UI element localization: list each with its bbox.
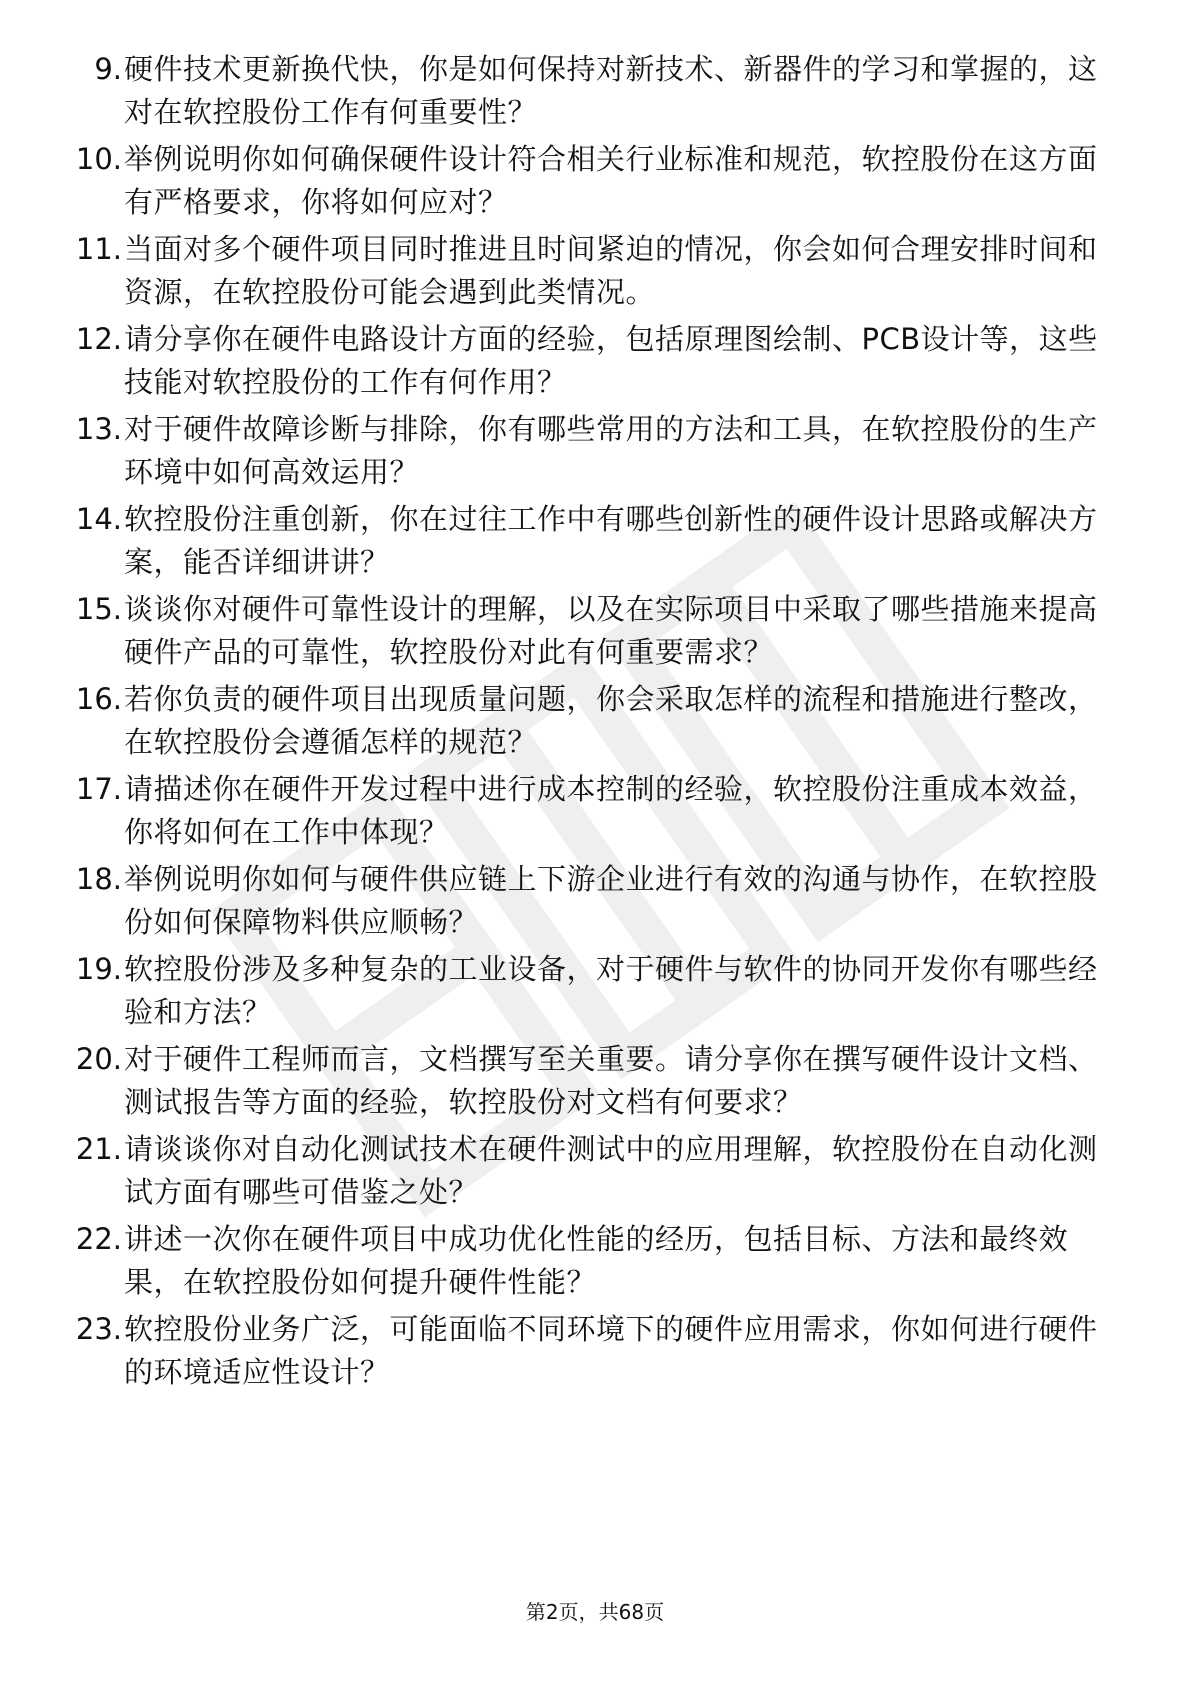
question-item — [0, 1218, 1190, 1308]
question-number: 15. — [75, 592, 122, 626]
question-number: 19. — [75, 952, 122, 986]
question-item — [0, 408, 1190, 498]
question-number: 10. — [75, 142, 122, 176]
question-item — [0, 858, 1190, 948]
question-text: 软控股份业务广泛，可能面临不同环境下的硬件应用需求，你如何进行硬件的环境适应性设计？ — [124, 1312, 1098, 1389]
question-text: 当面对多个硬件项目同时推进且时间紧迫的情况，你会如何合理安排时间和资源，在软控股份可能会遇到此类情况。 — [124, 232, 1098, 309]
question-text: 举例说明你如何与硬件供应链上下游企业进行有效的沟通与协作，在软控股份如何保障物料供应顺畅？ — [124, 862, 1098, 939]
page-footer: 第2页，共68页 — [525, 1600, 665, 1624]
question-item — [0, 498, 1190, 588]
question-number: 11. — [75, 232, 122, 266]
question-text: 软控股份注重创新，你在过往工作中有哪些创新性的硬件设计思路或解决方案，能否详细讲讲？ — [124, 502, 1098, 579]
question-text: 软控股份涉及多种复杂的工业设备，对于硬件与软件的协同开发你有哪些经验和方法？ — [124, 952, 1098, 1029]
question-text: 硬件技术更新换代快，你是如何保持对新技术、新器件的学习和掌握的，这对在软控股份工作有何重要性？ — [124, 52, 1098, 129]
question-item — [0, 768, 1190, 858]
question-number: 17. — [75, 772, 122, 806]
question-number: 13. — [75, 412, 122, 446]
question-text: 举例说明你如何确保硬件设计符合相关行业标准和规范，软控股份在这方面有严格要求，你将如何应对？ — [124, 142, 1098, 219]
question-text: 讲述一次你在硬件项目中成功优化性能的经历，包括目标、方法和最终效果，在软控股份如何提升硬件性能？ — [124, 1222, 1069, 1299]
question-number: 21. — [75, 1132, 122, 1166]
question-text: 请分享你在硬件电路设计方面的经验，包括原理图绘制、PCB设计等，这些技能对软控股份的工作有何作用？ — [124, 322, 1098, 399]
question-text: 请描述你在硬件开发过程中进行成本控制的经验，软控股份注重成本效益，你将如何在工作中体现？ — [124, 772, 1098, 849]
question-number: 20. — [75, 1042, 122, 1076]
question-item — [0, 1128, 1190, 1218]
question-item — [0, 1038, 1190, 1128]
question-text: 请谈谈你对自动化测试技术在硬件测试中的应用理解，软控股份在自动化测试方面有哪些可借鉴之处？ — [124, 1132, 1098, 1209]
question-number: 12. — [75, 322, 122, 356]
question-item — [0, 318, 1190, 408]
question-item — [0, 48, 1190, 138]
question-item — [0, 138, 1190, 228]
question-list — [0, 48, 1190, 1398]
question-text: 对于硬件工程师而言，文档撰写至关重要。请分享你在撰写硬件设计文档、测试报告等方面的经验，软控股份对文档有何要求？ — [124, 1042, 1098, 1119]
question-item — [0, 1308, 1190, 1398]
question-item — [0, 228, 1190, 318]
question-text: 对于硬件故障诊断与排除，你有哪些常用的方法和工具，在软控股份的生产环境中如何高效运用？ — [124, 412, 1098, 489]
question-number: 16. — [75, 682, 122, 716]
question-item — [0, 678, 1190, 768]
question-number: 9. — [94, 52, 122, 86]
question-item — [0, 588, 1190, 678]
question-number: 18. — [75, 862, 122, 896]
question-number: 23. — [75, 1312, 122, 1346]
question-number: 22. — [75, 1222, 122, 1256]
question-text: 谈谈你对硬件可靠性设计的理解，以及在实际项目中采取了哪些措施来提高硬件产品的可靠性，软控股份对此有何重要需求？ — [124, 592, 1098, 669]
question-item — [0, 948, 1190, 1038]
question-text: 若你负责的硬件项目出现质量问题，你会采取怎样的流程和措施进行整改，在软控股份会遵循怎样的规范？ — [124, 682, 1098, 759]
question-number: 14. — [75, 502, 122, 536]
